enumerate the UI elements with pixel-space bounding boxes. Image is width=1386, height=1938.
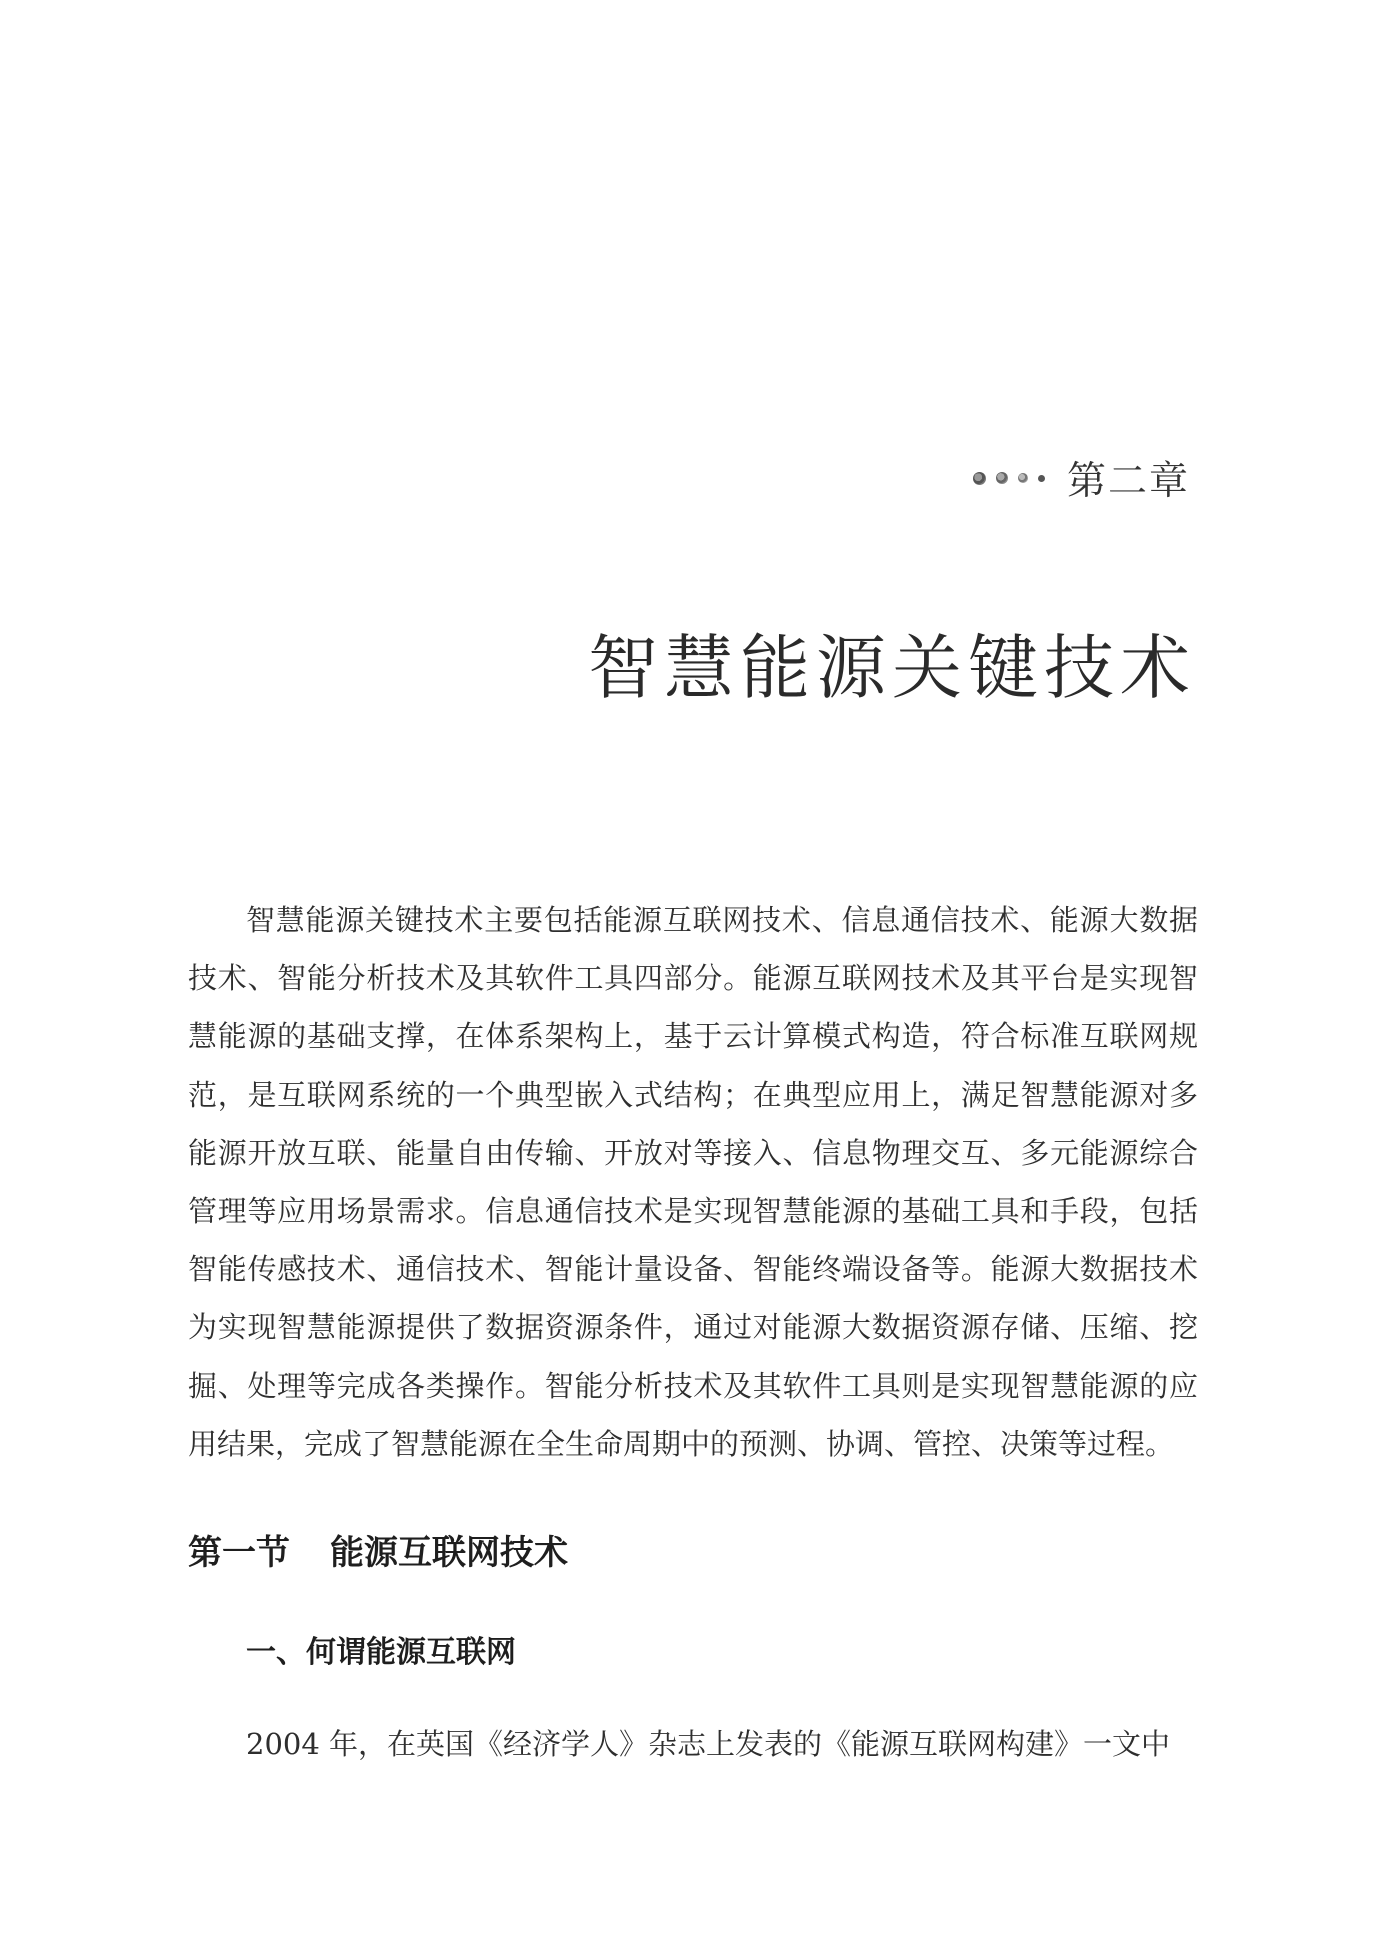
dot-icon [1018, 473, 1028, 483]
dot-icon [1038, 475, 1045, 482]
section-number: 第一节 [188, 1533, 290, 1573]
section-heading [188, 1525, 568, 1574]
body-paragraph: 2004 年，在英国《经济学人》杂志上发表的《能源互联网构建》一文中 [246, 1727, 1171, 1761]
chapter-number: 第二章 [1066, 459, 1190, 504]
dot-icon [973, 472, 986, 485]
section-title: 能源互联网技术 [330, 1533, 568, 1573]
intro-paragraph: 智慧能源关键技术主要包括能源互联网技术、信息通信技术、能源大数据技术、智能分析技术及其软件工具四部分。能源互联网技术及其平台是实现智慧能源的基础支撑，在体系架构上，基于云计算模式构造，符合标准互联网规范，是互联网系统的一个典型嵌入式结构；在典型应用上，满足智慧能源对多能源开放互联、能量自由传输、开放对等接入、信息物理交互、多元能源综合管理等应用场景需求。信息通信技术是实现智慧能源的基础工具和手段，包括智能传感技术、通信技术、智能计量设备、智能终端设备等。能源大数据技术为实现智慧能源提供了数据资源条件，通过对能源大数据资源存储、压缩、挖掘、处理等完成各类操作。智能分析技术及其软件工具则是实现智慧能源的应用结果，完成了智慧能源在全生命周期中的预测、协调、管控、决策等过程。 [188, 903, 1198, 1461]
chapter-label [973, 450, 1190, 506]
chapter-title: 智慧能源关键技术 [588, 627, 1196, 709]
decorative-dots-icon [973, 472, 1045, 485]
subsection-heading: 一、何谓能源互联网 [246, 1635, 516, 1670]
dot-icon [996, 472, 1008, 484]
